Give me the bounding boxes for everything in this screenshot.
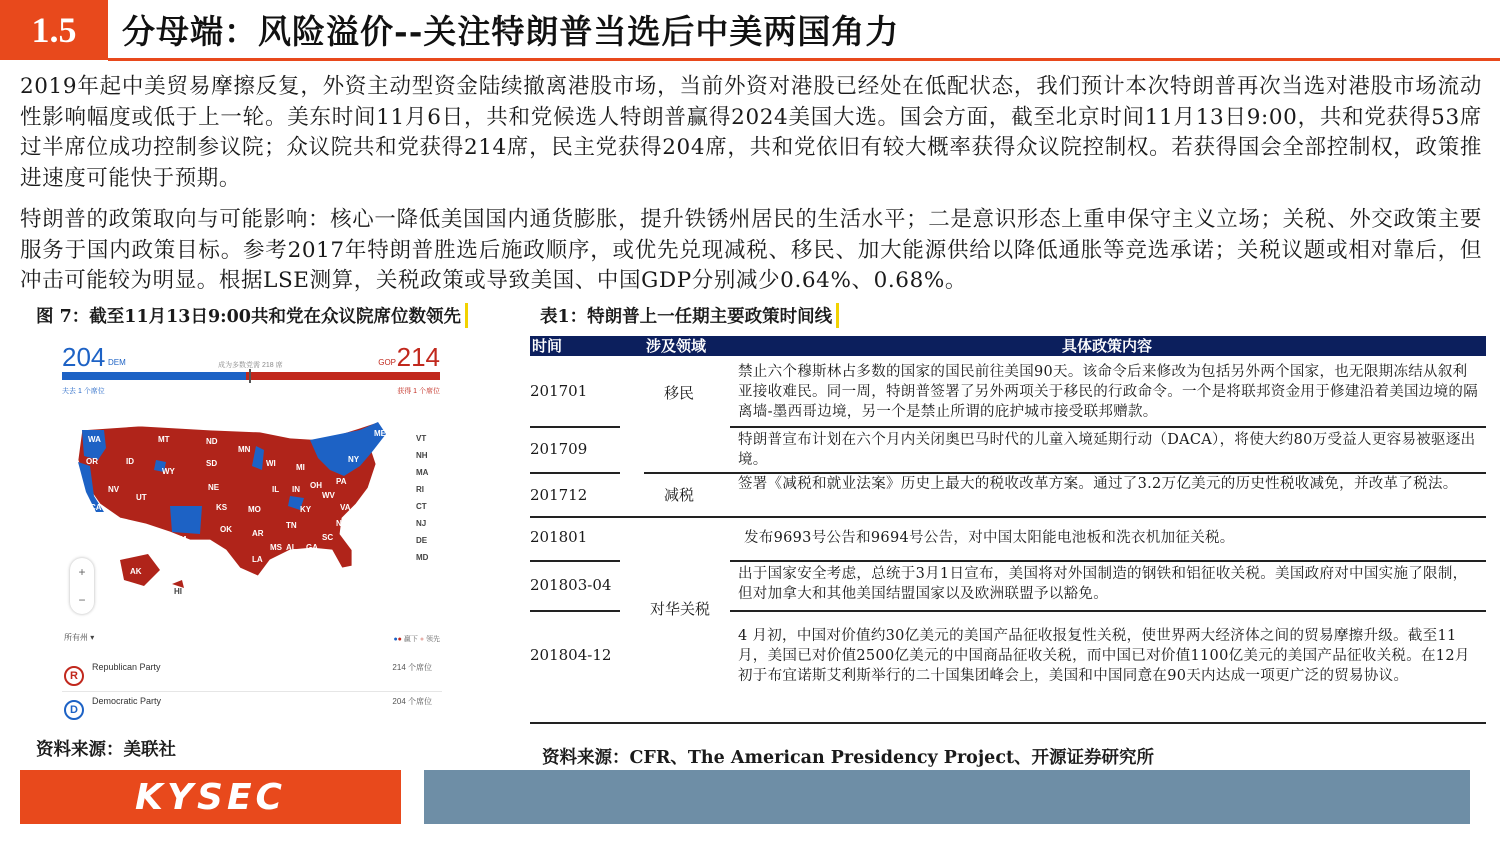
paragraph-market-liquidity: 2019年起中美贸易摩擦反复，外资主动型资金陆续撤离港股市场，当前外资对港股已经处在低配状态，我们预计本次特朗普再次当选对港股市场流动性影响幅度或低于上一轮。美东时间11月6日，共和党候选人特朗普赢得2024美国大选。国会方面，截至北京时间11月13日9:00，共和党获得53席过半席位成功控制参议院；众议院共和党获得214席，民主党获得204席，共和党依旧有较大概率获得众议院控制权。若获得国会全部控制权，政策推进速度可能快于预期。 — [20, 74, 1482, 191]
republican-icon: R — [64, 666, 84, 686]
ne-state[interactable]: MD — [416, 553, 429, 562]
state-label: WY — [162, 467, 175, 476]
ne-state[interactable]: RI — [416, 485, 424, 494]
table-caption: 表1：特朗普上一任期主要政策时间线 — [540, 303, 839, 328]
row-divider — [530, 472, 620, 474]
state-label: MN — [238, 445, 251, 454]
northeast-state-list — [416, 430, 428, 566]
ne-state[interactable]: VT — [416, 434, 427, 443]
map-legend: ●● 赢下 ● 领先 — [393, 636, 440, 643]
gop-flip-note: 获得 1 个席位 — [397, 388, 440, 395]
category-tax: 减税 — [663, 486, 694, 504]
seat-bar — [62, 372, 440, 380]
state-label: CA — [90, 503, 102, 512]
row-time: 201801 — [530, 528, 588, 546]
row-divider — [530, 516, 1486, 518]
legend-leading: 领先 — [426, 636, 440, 643]
row-content: 特朗普宣布计划在六个月内关闭奥巴马时代的儿童入境延期行动（DACA），将使大约80万受益人更容易被驱逐出境。 — [738, 432, 1476, 468]
state-label: GA — [306, 543, 318, 552]
kysec-logo: KYSEC — [20, 770, 401, 824]
paragraph-policy-impact: 特朗普的政策取向与可能影响：核心一降低美国国内通货膨胀，提升铁锈州居民的生活水平；二是意识形态上重申保守主义立场；关税、外交政策主要服务于国内政策目标。参考2017年特朗普胜选后施政顺序，或优先兑现减税、移民、加大能源供给以降低通胀等竞选承诺；关税议题或相对靠后，但冲击可能较为明显。根据LSE测算，关税政策或导致美国、中国GDP分别减少0.64%、0.68%。 — [20, 207, 1482, 293]
gop-seat-count: 214 — [396, 342, 440, 372]
title-underline — [108, 58, 1500, 61]
state-label: MS — [270, 543, 282, 552]
dem-label: DEM — [108, 358, 126, 367]
row-time: 201701 — [530, 382, 588, 400]
state-label: NC — [336, 519, 348, 528]
state-label: MI — [296, 463, 305, 472]
footer-bar — [424, 770, 1470, 824]
row-time: 201709 — [530, 440, 588, 458]
ne-state[interactable]: NJ — [416, 519, 427, 528]
figure-source: 资料来源：美联社 — [36, 740, 176, 760]
category-immigration: 移民 — [663, 384, 694, 402]
state-label: PA — [336, 477, 347, 486]
state-label: LA — [252, 555, 263, 564]
dem-flip-note: 夫去 1 个席位 — [62, 388, 105, 395]
state-label: NY — [348, 455, 360, 464]
table-source: 资料来源：CFR、The American Presidency Project、开源证券研究所 — [542, 748, 1155, 768]
state-label: HI — [174, 587, 182, 596]
dem-seat-count: 204 — [62, 342, 106, 372]
party-name: Democratic Party — [92, 696, 162, 706]
ne-state[interactable]: MA — [416, 468, 429, 477]
row-time: 201804-12 — [530, 646, 612, 664]
state-label: NV — [108, 485, 120, 494]
state-label: ID — [126, 457, 134, 466]
state-label: KS — [216, 503, 228, 512]
row-content: 4 月初，中国对价值约30亿美元的美国产品征收报复性关税，使世界两大经济体之间的贸易摩擦升级。截至11月，美国已对价值2500亿美元的中国商品征收关税，而中国已对价值1100亿美元的美国产品征收关税。在12月初于布宜诺斯艾利斯举行的二十国集团峰会上，美国和中国同意在90天内达成一项更广泛的贸易协议。 — [738, 628, 1470, 684]
table-header-row — [530, 336, 1486, 356]
state-label: OR — [86, 457, 98, 466]
policy-timeline-table — [530, 336, 1486, 684]
state-label: VA — [340, 503, 351, 512]
state-filter-value: 所有州 — [64, 633, 88, 642]
ne-state[interactable]: NH — [416, 451, 428, 460]
ne-state[interactable]: CT — [416, 502, 427, 511]
house-results-panel — [52, 336, 462, 722]
row-time: 201803-04 — [530, 576, 612, 594]
slide-title: 分母端：风险溢价--关注特朗普当选后中美两国角力 — [122, 12, 900, 51]
majority-marker — [249, 369, 251, 383]
row-divider — [530, 560, 620, 562]
gop-label: GOP — [378, 358, 396, 367]
state-label: NM — [174, 535, 187, 544]
state-label: IN — [292, 485, 300, 494]
row-divider — [730, 426, 1486, 428]
state-label: OK — [220, 525, 232, 534]
state-label: NE — [208, 483, 220, 492]
state-label: WA — [88, 435, 101, 444]
zoom-out-button[interactable]: − — [78, 593, 86, 607]
state-filter-select[interactable] — [64, 632, 94, 643]
party-row-republican[interactable] — [62, 662, 442, 692]
row-divider — [730, 610, 1486, 612]
state-label: SD — [206, 459, 218, 468]
democratic-icon: D — [64, 700, 84, 720]
col-header-time: 时间 — [532, 337, 563, 355]
row-divider — [530, 610, 620, 612]
section-number: 1.5 — [0, 0, 108, 60]
zoom-control — [70, 558, 94, 614]
legend-won: 赢下 — [403, 636, 418, 643]
state-label: ND — [206, 437, 218, 446]
dem-seat-bar-fill — [62, 372, 246, 380]
state-label: AK — [130, 567, 142, 576]
state-label: ME — [374, 429, 386, 438]
state-label: OH — [310, 481, 322, 490]
majority-needed: 成为多数党需 218 席 — [218, 362, 283, 369]
figure-caption: 图 7：截至11月13日9:00共和党在众议院席位数领先 — [36, 303, 468, 328]
us-map — [60, 400, 416, 596]
party-row-democratic[interactable] — [62, 696, 442, 726]
state-label: TX — [208, 549, 219, 558]
row-content: 禁止六个穆斯林占多数的国家的国民前往美国90天。该命令后来修改为包括另外两个国家，也无限期冻结从叙利亚接收难民。同一周，特朗普签署了另外两项关于移民的行政命令。一个是将联邦资金用于修建沿着美国边境的隔离墙-墨西哥边境，另一个是禁止所谓的庇护城市接受联邦赠款。 — [738, 364, 1478, 420]
state-label: UT — [136, 493, 147, 502]
ne-state[interactable]: DE — [416, 536, 428, 545]
state-label: AR — [252, 529, 264, 538]
state-label: FL — [330, 573, 340, 582]
state-label: MO — [248, 505, 261, 514]
state-label: TN — [286, 521, 297, 530]
chevron-down-icon: ▾ — [90, 633, 95, 642]
row-divider — [530, 426, 620, 428]
state-label: AZ — [138, 525, 149, 534]
row-divider — [730, 560, 1486, 562]
party-seats: 204 个席位 — [392, 697, 432, 706]
state-label: WI — [266, 459, 276, 468]
state-label: AL — [286, 543, 297, 552]
row-content: 签署《减税和就业法案》历史上最大的税收改革方案。通过了3.2万亿美元的历史性税收减免，并改革了税法。 — [738, 476, 1458, 492]
zoom-in-button[interactable]: + — [78, 565, 86, 579]
row-time: 201712 — [530, 486, 588, 504]
state-label: WV — [322, 491, 335, 500]
col-header-content: 具体政策内容 — [1062, 337, 1153, 355]
row-content: 发布9693号公告和9694号公告，对中国太阳能电池板和洗衣机加征关税。 — [744, 530, 1235, 546]
table-bottom-rule — [530, 722, 1486, 724]
state-label: KY — [300, 505, 312, 514]
state-label: IL — [272, 485, 280, 494]
party-seats: 214 个席位 — [392, 663, 432, 672]
col-header-category: 涉及领域 — [646, 337, 707, 355]
row-content: 出于国家安全考虑，总统于3月1日宣布，美国将对外国制造的钢铁和铝征收关税。美国政府对中国实施了限制，但对加拿大和其他美国结盟国家以及欧洲联盟予以豁免。 — [738, 566, 1468, 602]
party-name: Republican Party — [92, 662, 161, 672]
state-label: SC — [322, 533, 334, 542]
category-china-tariffs: 对华关税 — [649, 600, 710, 618]
state-label: MT — [158, 435, 170, 444]
